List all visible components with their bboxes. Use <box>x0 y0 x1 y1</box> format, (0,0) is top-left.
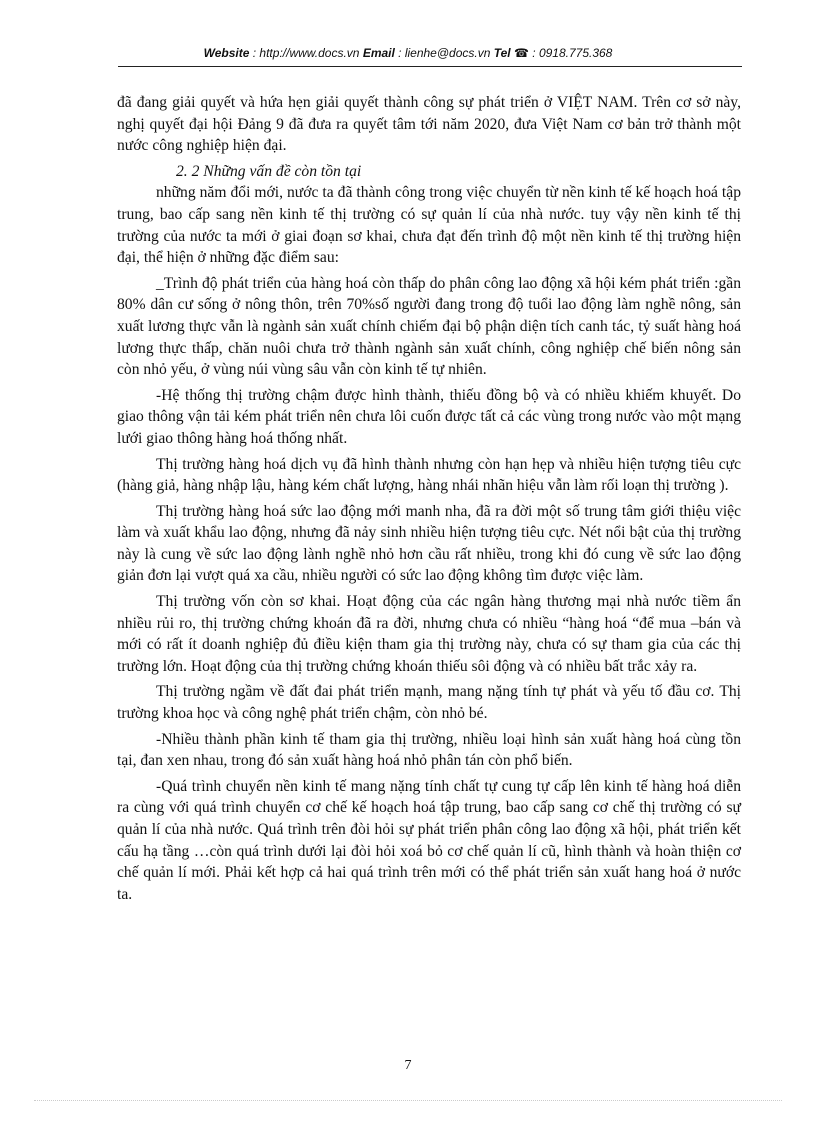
website-label: Website <box>203 46 250 60</box>
paragraph-9: -Nhiều thành phần kinh tế tham gia thị trường, nhiều loại hình sản xuất hàng hoá cùng tồn tại, đan xen nhau, trong đó sản xuất hàng hoá nhỏ phân tán còn phổ biến. <box>117 730 741 770</box>
page-header <box>0 46 816 60</box>
page-number: 7 <box>404 1058 412 1073</box>
tel-value: : 0918.775.368 <box>528 46 613 60</box>
paragraph-10: -Quá trình chuyển nền kinh tế mang nặng tính chất tự cung tự cấp lên kinh tế hàng hoá diễn ra cùng với quá trình chuyển cơ chế kế hoạch hoá tập trung, bao cấp sang cơ chế thị trường có sự quản lí của nhà nước. Quá trình trên đòi hỏi sự phát triển phân công lao động xã hội, phát triển kết cấu hạ tầng …còn quá trình dưới lại đòi hỏi xoá bỏ cơ chế quản lí cũ, hình thành và hoàn thiện cơ chế quản lí mới. Phải kết hợp cả hai quá trình trên mới có thể phát triển sản xuất hang hoá ở nước ta. <box>117 777 741 903</box>
email-label: Email <box>362 46 395 60</box>
paragraph-5: Thị trường hàng hoá dịch vụ đã hình thành nhưng còn hạn hẹp và nhiều hiện tượng tiêu cực (hàng giả, hàng nhập lậu, hàng kém chất lượng, hàng nhái nhãn hiệu vẫn làm rối loạn thị trường ). <box>117 455 741 495</box>
paragraph-6: Thị trường hàng hoá sức lao động mới manh nha, đã ra đời một số trung tâm giới thiệu việc làm và xuất khẩu lao động, nhưng đã nảy sinh nhiều hiện tượng tiêu cực. Nét nổi bật của thị trường này là cung về sức lao động lành nghề nhỏ hơn cầu rất nhiều, trong khi đó cung về sức lao động giản đơn lại vượt quá xa cầu, nhiều người có sức lao động không tìm được việc làm. <box>117 502 741 585</box>
tel-label: Tel <box>493 46 511 60</box>
website-value: : http://www.docs.vn <box>249 46 363 60</box>
paragraph-3: _Trình độ phát triển của hàng hoá còn thấp do phân công lao động xã hội kém phát triển :gần 80% dân cư sống ở nông thôn, trên 70%số người đang trong độ tuổi lao động làm nghề nông, sản xuất lương thực vẫn là ngành sản xuất chính chiếm đại bộ phận diện tích canh tác, tỷ suất hàng hoá lương thực thấp, chăn nuôi chưa trở thành ngành sản xuất chính, công nghiệp chế biến nông sản còn nhỏ yếu, ở vùng núi vùng sâu vẫn còn kinh tế tự nhiên. <box>117 274 741 379</box>
header-divider <box>118 66 742 67</box>
paragraph-2: những năm đổi mới, nước ta đã thành công trong việc chuyển từ nền kinh tế kế hoạch hoá tập trung, bao cấp sang nền kinh tế thị trường có sự quản lí của nhà nước. tuy vậy nền kinh tế thị trường của nước ta mới ở giai đoạn sơ khai, chưa đạt đến trình độ một nền kinh tế thị trường hiện đại, thể hiện ở những đặc điểm sau: <box>117 184 741 267</box>
paragraph-8: Thị trường ngầm về đất đai phát triển mạnh, mang nặng tính tự phát và yếu tố đầu cơ. Thị trường khoa học và công nghệ phát triển chậm, còn nhỏ bé. <box>117 683 741 723</box>
page-bottom-border <box>34 1100 782 1101</box>
paragraph-4: -Hệ thống thị trường chậm được hình thành, thiếu đồng bộ và có nhiều khiếm khuyết. Do giao thông vận tải kém phát triển nên chưa lôi cuốn được tất cả các vùng trong nước vào một mạng lưới giao thông hàng hoá thống nhất. <box>117 386 741 447</box>
email-value: : lienhe@docs.vn <box>394 46 494 60</box>
paragraph-1: đã đang giải quyết và hứa hẹn giải quyết thành công sự phát triển ở VIỆT NAM. Trên cơ sở này, nghị quyết đại hội Đảng 9 đã đưa ra quyết tâm tới năm 2020, đưa Việt Nam cơ bản trở thành một nước công nghiệp hiện đại. <box>117 94 741 155</box>
document-body <box>117 92 741 909</box>
phone-icon: ☎ <box>513 46 529 60</box>
section-heading: 2. 2 Những vấn đề còn tồn tại <box>176 162 362 180</box>
paragraph-7: Thị trường vốn còn sơ khai. Hoạt động của các ngân hàng thương mại nhà nước tiềm ẩn nhiều rủi ro, thị trường chứng khoán đã ra đời, nhưng chưa có nhiều “hàng hoá “để mua –bán và mới có rất ít doanh nghiệp đủ điều kiện tham gia thị trường này, chưa có sự tham gia của các thị trường lớn. Hoạt động của thị trường chứng khoán thiếu sôi động và có nhiều bất trắc xảy ra. <box>117 593 741 675</box>
